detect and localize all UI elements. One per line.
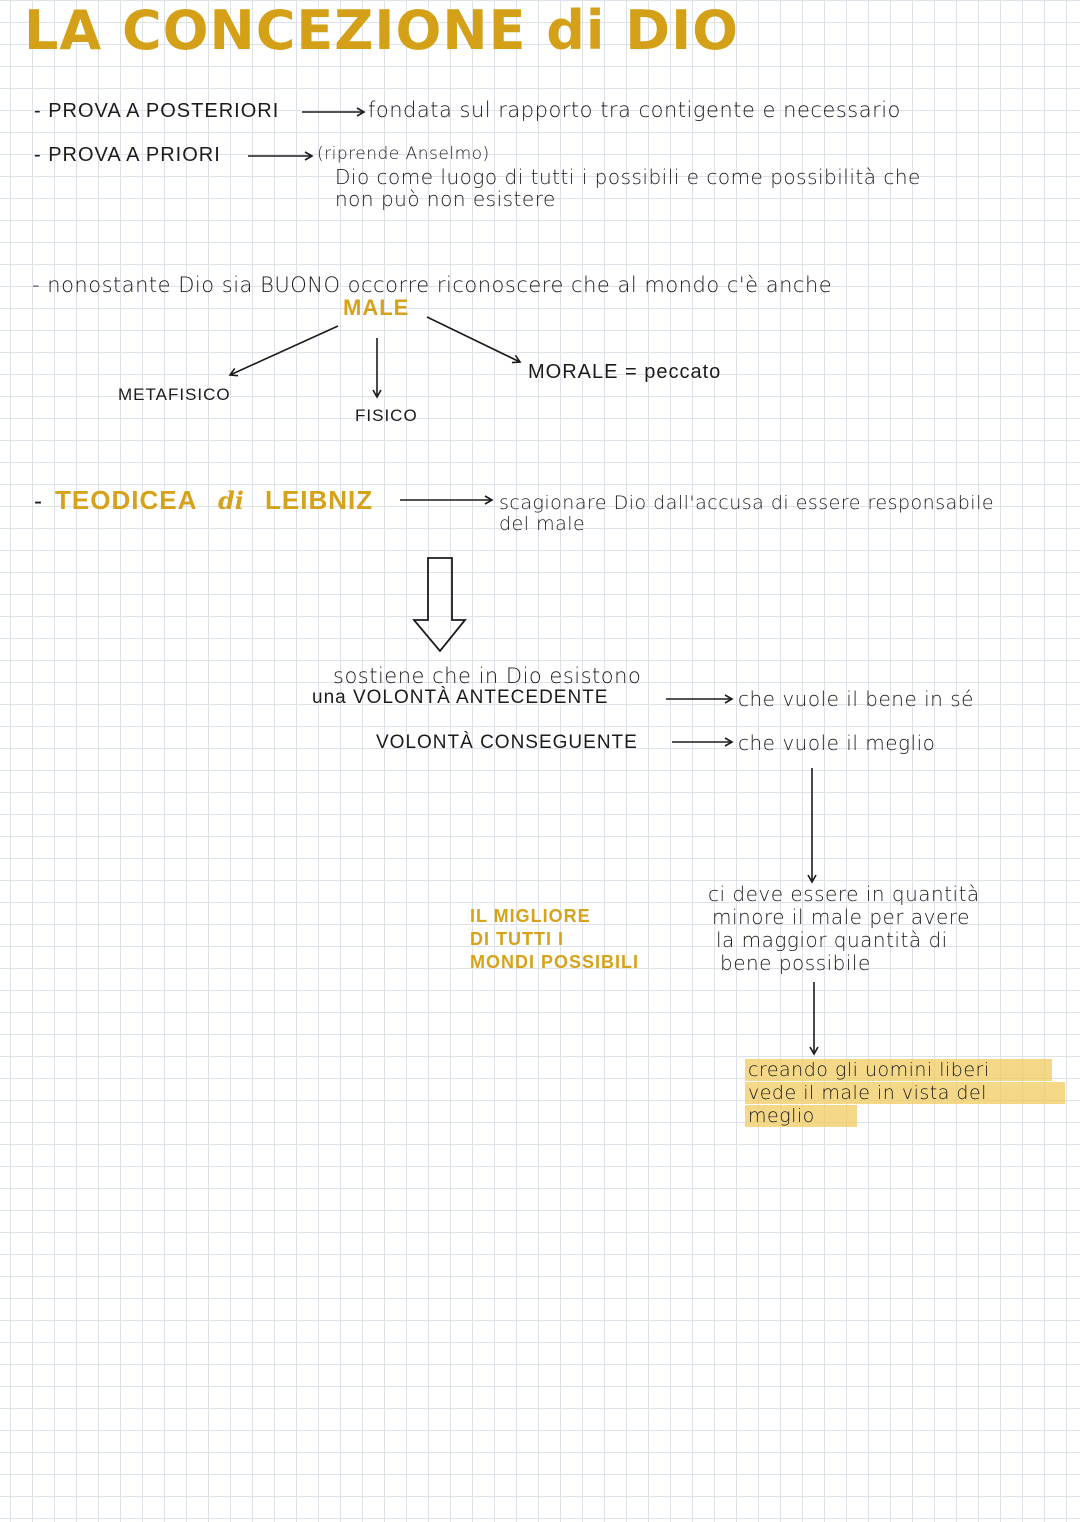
prova-posteriori-desc: fondata sul rapporto tra contigente e necessario (368, 98, 901, 122)
conclusione-line3: meglio (748, 1105, 815, 1127)
conclusione-line1: creando gli uomini liberi (748, 1059, 990, 1081)
volonta-conseguente: VOLONTÀ CONSEGUENTE (376, 732, 638, 753)
deve-line3: la maggior quantità di (716, 928, 948, 952)
male-intro: - nonostante Dio sia BUONO occorre riconoscere che al mondo c'è anche (32, 273, 833, 297)
teodicea-di: di (218, 486, 244, 515)
prova-priori-note: (riprende Anselmo) (317, 144, 490, 164)
page-title: LA CONCEZIONE di DIO (24, 0, 740, 62)
volonta-antecedente-desc: che vuole il bene in sé (738, 687, 974, 711)
teodicea-dash: - (34, 488, 43, 515)
arrow-morale (427, 317, 520, 362)
conclusione-line2: vede il male in vista del (748, 1082, 987, 1104)
male-word: MALE (343, 295, 410, 320)
migliore-line1: IL MIGLIORE (470, 906, 591, 926)
teodicea-desc-line2: del male (499, 513, 586, 535)
teodicea-label: TEODICEA (55, 485, 198, 515)
volonta-conseguente-desc: che vuole il meglio (738, 731, 936, 755)
sostiene-text: sostiene che in Dio esistono (333, 664, 642, 688)
prova-priori-desc-line2: non può non esistere (335, 187, 556, 211)
migliore-line2: DI TUTTI I (470, 929, 564, 949)
migliore-line3: MONDI POSSIBILI (470, 952, 640, 972)
hollow-down-arrow (414, 558, 465, 651)
prova-priori-label: - PROVA A PRIORI (34, 144, 221, 166)
deve-line1: ci deve essere in quantità (708, 882, 980, 906)
volonta-antecedente: una VOLONTÀ ANTECEDENTE (312, 687, 609, 708)
prova-priori-desc-line1: Dio come luogo di tutti i possibili e come possibilità che (335, 165, 921, 189)
teodicea-leibniz: LEIBNIZ (265, 485, 374, 515)
deve-line2: minore il male per avere (712, 905, 970, 929)
teodicea-desc-line1: scagionare Dio dall'accusa di essere responsabile (499, 492, 995, 514)
prova-posteriori-label: - PROVA A POSTERIORI (34, 100, 280, 122)
deve-line4: bene possibile (720, 951, 871, 975)
male-fisico: FISICO (355, 406, 418, 425)
male-metafisico: METAFISICO (118, 385, 231, 404)
male-morale: MORALE = peccato (528, 361, 722, 383)
arrow-metafisico (230, 326, 338, 375)
